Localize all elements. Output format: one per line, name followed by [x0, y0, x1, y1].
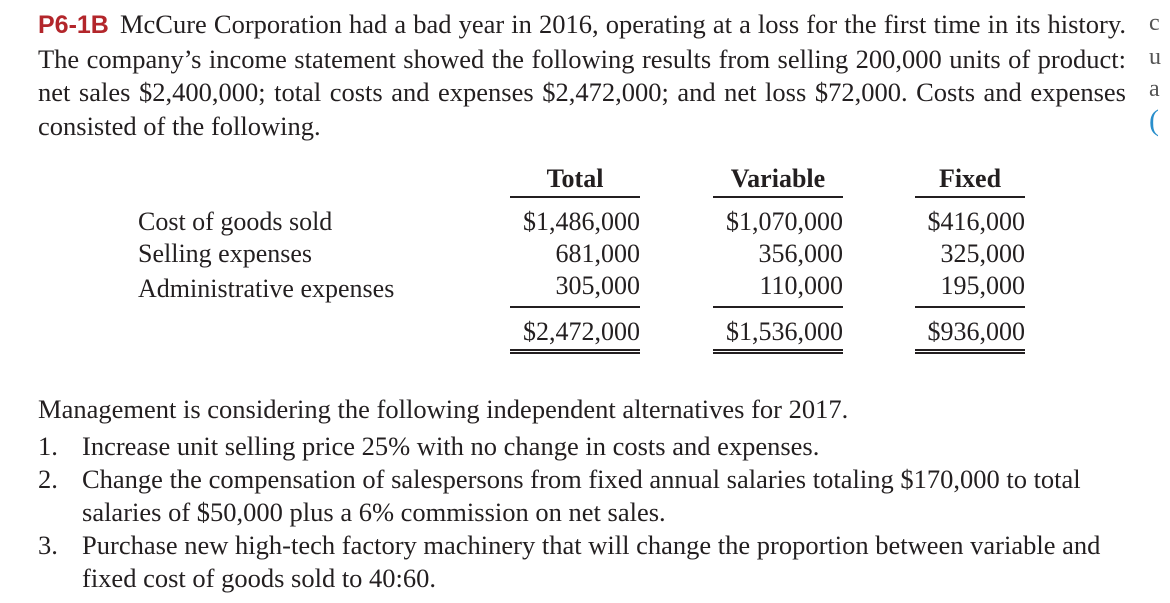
cell-variable: $1,070,000	[726, 207, 843, 236]
alternatives-list	[38, 430, 1128, 595]
table-header-row	[138, 162, 1025, 198]
table-row	[138, 238, 1025, 270]
item-number: 3.	[38, 530, 58, 560]
row-label: Administrative expenses	[138, 273, 395, 303]
header-fixed: Fixed	[915, 162, 1025, 198]
cell-fixed: 195,000	[915, 270, 1025, 307]
cost-table	[138, 162, 1025, 354]
item-number: 1.	[38, 431, 58, 461]
row-label: Cost of goods sold	[138, 207, 333, 236]
item-text: Purchase new high-tech factory machinery that will change the proportion between variable and fixed cost of goods sold to 40:60.	[82, 530, 1101, 593]
problem-id: P6-1B	[38, 11, 109, 39]
list-item	[38, 430, 1128, 463]
total-fixed: $936,000	[915, 307, 1025, 354]
cell-total: $1,486,000	[523, 207, 640, 236]
edge-glyph: c	[1149, 10, 1160, 36]
total-variable: $1,536,000	[713, 307, 843, 354]
cell-variable: 110,000	[713, 270, 843, 307]
list-item	[38, 529, 1128, 595]
cell-variable: 356,000	[758, 239, 843, 268]
item-number: 2.	[38, 464, 58, 494]
edge-glyph: (	[1149, 104, 1159, 137]
management-lead: Management is considering the following independent alternatives for 2017.	[38, 394, 849, 424]
cell-fixed: 325,000	[940, 239, 1025, 268]
problem-intro	[38, 8, 1126, 143]
cell-fixed: $416,000	[927, 207, 1025, 236]
edge-glyph: u	[1149, 44, 1161, 70]
header-total: Total	[510, 162, 640, 198]
totals-row	[138, 307, 1025, 354]
problem-intro-text: McCure Corporation had a bad year in 2016, operating at a loss for the first time in its history. The company’s income statement showed the following results from selling 200,000 units of product: net sales $2,400,000; total costs and expenses $2,472,000; and net loss $72,000. Costs and expenses consisted of the following.	[38, 9, 1126, 141]
edge-glyph: a	[1149, 76, 1160, 102]
list-item	[38, 463, 1128, 529]
table-row	[138, 198, 1025, 238]
cell-total: 681,000	[555, 239, 640, 268]
row-label: Selling expenses	[138, 239, 313, 268]
item-text: Change the compensation of salespersons from fixed annual salaries totaling $170,000 to total salaries of $50,000 plus a 6% commission on net sales.	[82, 464, 1081, 527]
total-total: $2,472,000	[510, 307, 640, 354]
item-text: Increase unit selling price 25% with no change in costs and expenses.	[82, 431, 820, 461]
header-variable: Variable	[713, 162, 843, 198]
table-row	[138, 270, 1025, 307]
cell-total: 305,000	[510, 270, 640, 307]
